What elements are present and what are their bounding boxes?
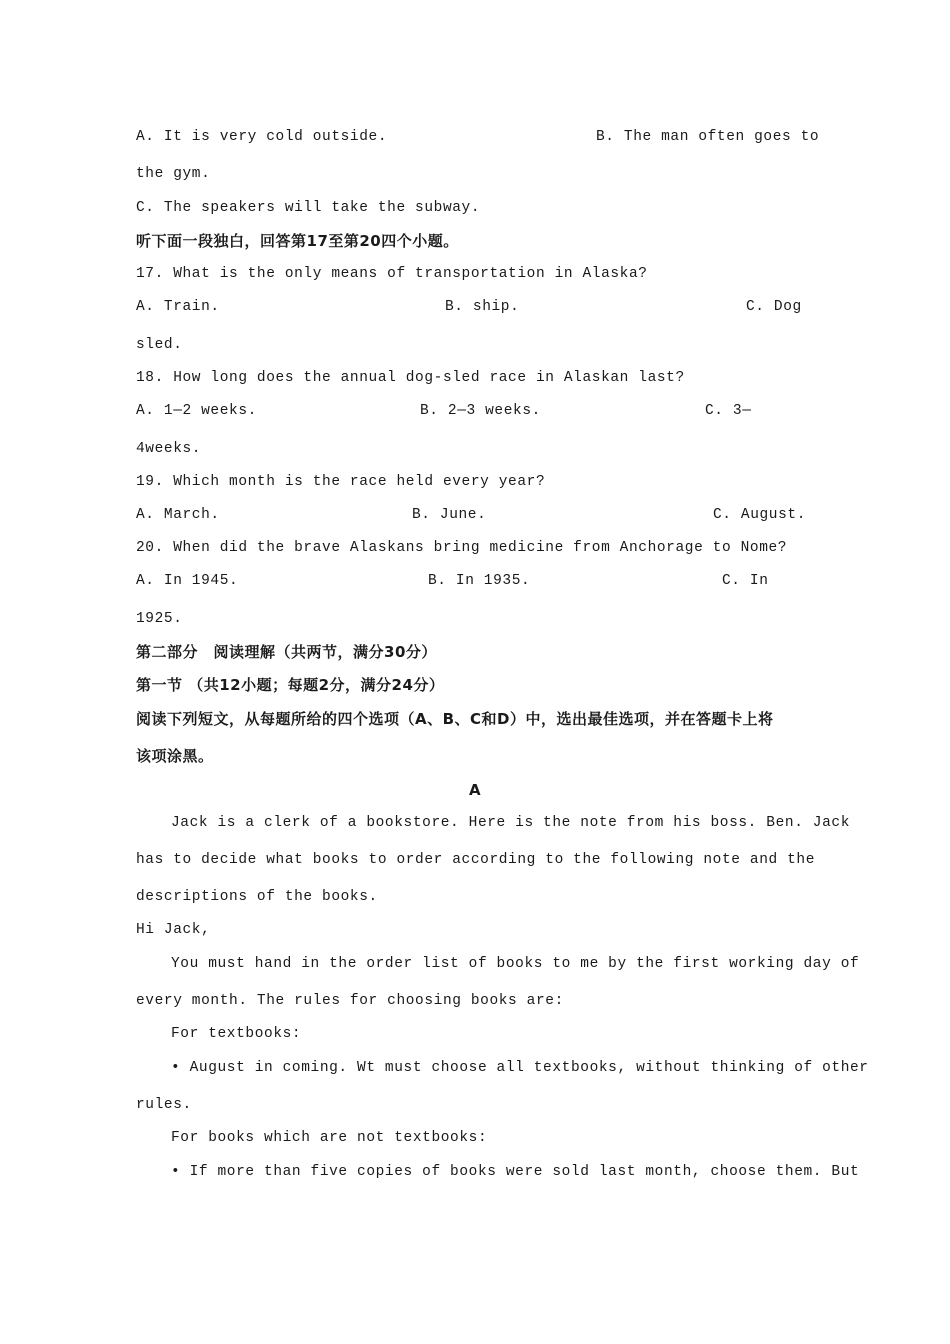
nontextbooks-heading: For books which are not textbooks:: [171, 1130, 488, 1146]
q17-option-a: A. Train.: [136, 299, 220, 315]
q16-option-b-continued: the gym.: [136, 166, 211, 182]
textbooks-rule-line1: • August in coming. Wt must choose all textbooks, without thinking of other: [171, 1060, 869, 1076]
q19-option-b: B. June.: [412, 507, 487, 523]
q20-stem: 20. When did the brave Alaskans bring medicine from Anchorage to Nome?: [136, 540, 788, 556]
passage-intro-line2: has to decide what books to order according to the following note and the: [136, 852, 816, 868]
q20-option-c-continued: 1925.: [136, 611, 183, 627]
q18-stem: 18. How long does the annual dog-sled race in Alaskan last?: [136, 370, 685, 386]
note-body-line1: You must hand in the order list of books to me by the first working day of: [171, 956, 860, 972]
q17-option-b: B. ship.: [445, 299, 520, 315]
q18-option-a: A. 1—2 weeks.: [136, 403, 257, 419]
textbooks-heading: For textbooks:: [171, 1026, 302, 1042]
q19-option-a: A. March.: [136, 507, 220, 523]
q18-option-b: B. 2—3 weeks.: [420, 403, 541, 419]
passage-intro-line1: Jack is a clerk of a bookstore. Here is the note from his boss. Ben. Jack: [171, 815, 851, 831]
passage-intro-line3: descriptions of the books.: [136, 889, 378, 905]
q20-option-b: B. In 1935.: [428, 573, 531, 589]
q20-option-a: A. In 1945.: [136, 573, 239, 589]
q17-option-c-continued: sled.: [136, 337, 183, 353]
note-body-line2: every month. The rules for choosing books are:: [136, 993, 564, 1009]
q16-option-c: C. The speakers will take the subway.: [136, 200, 481, 216]
q20-option-c: C. In: [722, 573, 769, 589]
monologue-instruction: 听下面一段独白，回答第17至第20四个小题。: [136, 232, 459, 250]
q19-option-c: C. August.: [713, 507, 807, 523]
note-greeting: Hi Jack,: [136, 922, 211, 938]
textbooks-rule-line2: rules.: [136, 1097, 192, 1113]
part-two-title: 第二部分 阅读理解（共两节，满分30分）: [136, 643, 437, 661]
section-one-title: 第一节 （共12小题；每题2分，满分24分）: [136, 676, 445, 694]
reading-instruction-line2: 该项涂黑。: [136, 747, 214, 765]
q16-option-b: B. The man often goes to: [596, 129, 820, 145]
q18-option-c: C. 3—: [705, 403, 752, 419]
q17-option-c: C. Dog: [746, 299, 802, 315]
q16-option-a: A. It is very cold outside.: [136, 129, 388, 145]
passage-label: A: [468, 781, 482, 799]
q18-option-c-continued: 4weeks.: [136, 441, 202, 457]
q17-stem: 17. What is the only means of transportation in Alaska?: [136, 266, 648, 282]
reading-instruction-line1: 阅读下列短文，从每题所给的四个选项（A、B、C和D）中，选出最佳选项，并在答题卡上将: [136, 710, 774, 728]
nontextbooks-rule-line1: • If more than five copies of books were sold last month, choose them. But: [171, 1164, 860, 1180]
q19-stem: 19. Which month is the race held every year?: [136, 474, 546, 490]
